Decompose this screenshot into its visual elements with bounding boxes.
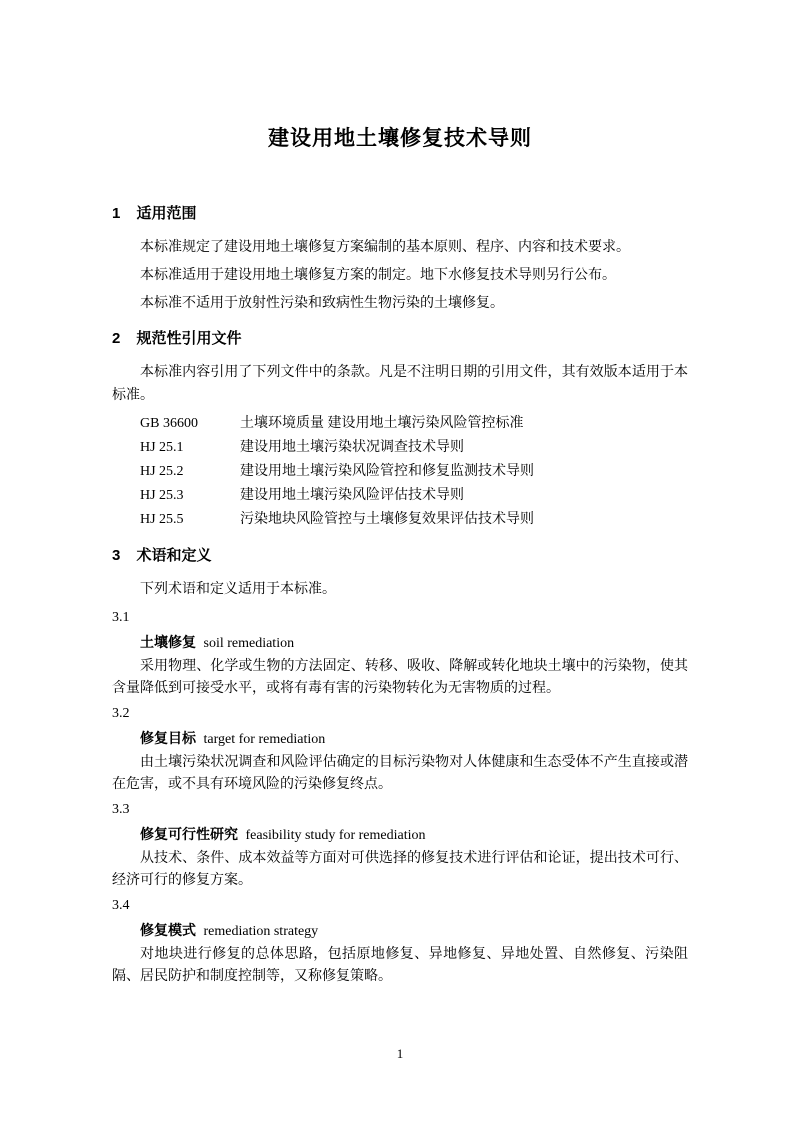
scope-paragraph: 本标准适用于建设用地土壤修复方案的制定。地下水修复技术导则另行公布。	[140, 268, 616, 283]
reference-code: HJ 25.1	[140, 440, 184, 455]
term-number: 3.3	[112, 802, 130, 817]
section-scope	[112, 204, 688, 315]
term-name	[112, 918, 688, 944]
section-2-heading	[112, 329, 688, 349]
section-1-number: 1	[112, 205, 121, 222]
term-name-zh: 修复目标	[140, 730, 196, 746]
reference-title: 建设用地土壤污染状况调查技术导则	[240, 440, 464, 455]
term-name-zh: 修复模式	[140, 922, 196, 938]
section-terms-and-definitions	[112, 546, 688, 988]
reference-code: HJ 25.2	[140, 464, 184, 479]
term-number: 3.2	[112, 706, 130, 721]
reference-title: 污染地块风险管控与土壤修复效果评估技术导则	[240, 512, 534, 527]
term-number: 3.1	[112, 610, 130, 625]
references-intro: 本标准内容引用了下列文件中的条款。凡是不注明日期的引用文件，其有效版本适用于本标准。	[112, 365, 688, 403]
section-1-label: 适用范围	[136, 205, 197, 222]
scope-paragraph: 本标准不适用于放射性污染和致病性生物污染的土壤修复。	[140, 296, 504, 311]
page-number: 1	[396, 1046, 404, 1061]
section-2-label: 规范性引用文件	[136, 330, 242, 347]
scope-paragraph: 本标准规定了建设用地土壤修复方案编制的基本原则、程序、内容和技术要求。	[140, 240, 630, 255]
reference-row	[112, 436, 688, 460]
term-definition: 由土壤污染状况调查和风险评估确定的目标污染物对人体健康和生态受体不产生直接或潜在危害，或不具有环境风险的污染修复终点。	[112, 755, 688, 792]
term-block	[112, 798, 688, 892]
reference-row	[112, 484, 688, 508]
term-block	[112, 894, 688, 988]
document-title: 建设用地土壤修复技术导则	[268, 127, 532, 150]
term-name-en: soil remediation	[203, 636, 295, 651]
term-definition: 对地块进行修复的总体思路，包括原地修复、异地修复、异地处置、自然修复、污染阻隔、居民防护和制度控制等，又称修复策略。	[112, 947, 688, 984]
reference-row	[112, 508, 688, 532]
term-definition: 从技术、条件、成本效益等方面对可供选择的修复技术进行评估和论证，提出技术可行、经济可行的修复方案。	[112, 851, 688, 888]
section-3-heading	[112, 546, 688, 566]
term-name-en: target for remediation	[203, 732, 326, 747]
term-name-zh: 修复可行性研究	[140, 826, 238, 842]
section-2-number: 2	[112, 330, 121, 347]
terms-intro: 下列术语和定义适用于本标准。	[140, 582, 336, 597]
reference-title: 建设用地土壤污染风险评估技术导则	[240, 488, 464, 503]
term-name-en: feasibility study for remediation	[245, 828, 426, 843]
term-name	[112, 630, 688, 656]
term-block	[112, 606, 688, 700]
term-name	[112, 726, 688, 752]
section-1-heading	[112, 204, 688, 224]
term-number: 3.4	[112, 898, 130, 913]
reference-row	[112, 460, 688, 484]
section-3-label: 术语和定义	[136, 547, 212, 564]
reference-list	[112, 412, 688, 532]
term-definition: 采用物理、化学或生物的方法固定、转移、吸收、降解或转化地块土壤中的污染物，使其含量降低到可接受水平，或将有毒有害的污染物转化为无害物质的过程。	[112, 659, 688, 696]
reference-row	[112, 412, 688, 436]
reference-title: 土壤环境质量 建设用地土壤污染风险管控标准	[240, 416, 524, 431]
term-name	[112, 822, 688, 848]
reference-code: HJ 25.3	[140, 488, 184, 503]
term-name-zh: 土壤修复	[140, 634, 196, 650]
section-normative-references	[112, 329, 688, 532]
term-block	[112, 702, 688, 796]
section-3-number: 3	[112, 547, 121, 564]
reference-code: GB 36600	[140, 416, 198, 431]
reference-code: HJ 25.5	[140, 512, 184, 527]
reference-title: 建设用地土壤污染风险管控和修复监测技术导则	[240, 464, 534, 479]
term-name-en: remediation strategy	[203, 924, 319, 939]
